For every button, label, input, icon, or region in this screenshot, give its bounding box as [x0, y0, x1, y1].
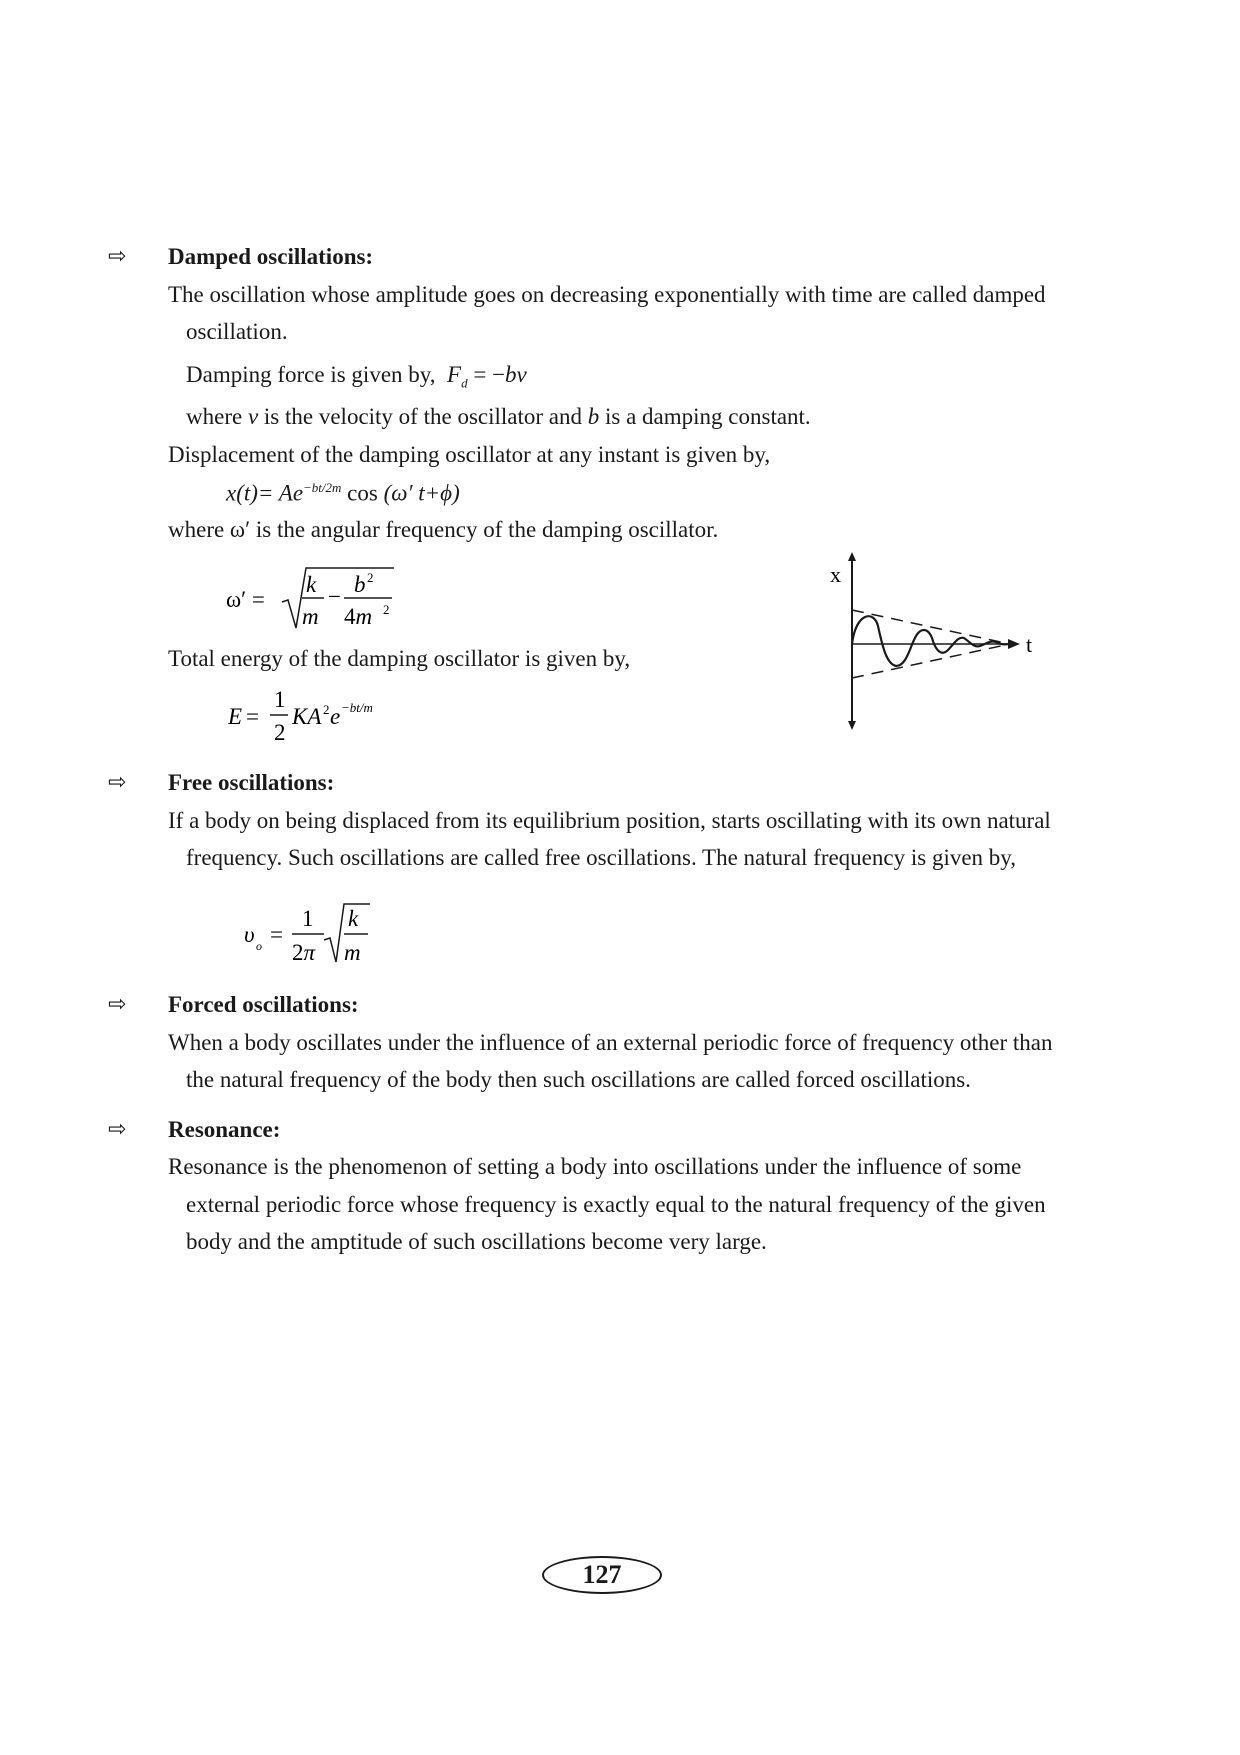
svg-text:2: 2 [367, 570, 374, 585]
heading-forced-oscillations: Forced oscillations: [168, 992, 359, 1017]
omega-prime-formula [226, 562, 396, 632]
svg-text:2: 2 [323, 702, 330, 717]
svg-text:b: b [354, 572, 366, 597]
damping-force-formula: $F_d = -bv$ [447, 362, 527, 391]
svg-text:=: = [246, 704, 259, 729]
svg-text:−bt/m: −bt/m [341, 700, 373, 715]
svg-text:m: m [344, 940, 361, 965]
forced-para-line-2: the natural frequency of the body then such oscillations are called forced oscillations. [186, 1067, 971, 1092]
svg-text:KA: KA [292, 704, 322, 729]
svg-text:=: = [270, 922, 283, 947]
energy-formula [228, 684, 398, 754]
resonance-para-line-1: Resonance is the phenomenon of setting a body into oscillations under the influence of some [168, 1154, 1022, 1179]
damping-force-line [186, 362, 527, 392]
where-v-line: where v is the velocity of the oscillator and b is a damping constant. [186, 404, 811, 429]
svg-text:1: 1 [302, 906, 314, 931]
svg-text:υ: υ [244, 922, 255, 947]
resonance-para-line-2: external periodic force whose frequency is exactly equal to the natural frequency of the given [186, 1192, 1046, 1217]
omega-prime-formula-svg [226, 562, 396, 634]
graph-x-label: x [830, 562, 841, 587]
graph-t-label: t [1026, 632, 1033, 657]
svg-text:ω′ =: ω′ = [226, 587, 265, 612]
damping-force-text: Damping force is given by, [186, 362, 436, 387]
svg-text:2: 2 [383, 602, 390, 617]
free-para-line-1: If a body on being displaced from its equilibrium position, starts oscillating with its own natural [168, 808, 1051, 833]
energy-text: Total energy of the damping oscillator is given by, [168, 646, 631, 671]
svg-text:2π: 2π [292, 940, 316, 965]
arrow-bullet-icon: ⇨ [108, 770, 127, 795]
svg-text:2: 2 [274, 720, 286, 745]
resonance-para-line-3: body and the amptitude of such oscillations become very large. [186, 1229, 767, 1254]
svg-text:E: E [228, 704, 243, 729]
free-para-line-2: frequency. Such oscillations are called free oscillations. The natural frequency is given by, [186, 845, 1017, 870]
displacement-formula: $x(t)= Ae^{-bt/2m}$ cos (ω′ t+ϕ) [226, 480, 460, 506]
forced-para-line-1: When a body oscillates under the influence of an external periodic force of frequency other than [168, 1030, 1053, 1055]
svg-text:−: − [328, 584, 341, 609]
svg-text:e: e [330, 704, 341, 729]
arrow-bullet-icon: ⇨ [108, 992, 127, 1017]
natural-frequency-formula [240, 898, 380, 976]
svg-text:o: o [256, 939, 262, 953]
svg-text:m: m [302, 604, 319, 629]
damped-para-line-1: The oscillation whose amplitude goes on decreasing exponentially with time are called damped [168, 282, 1046, 307]
natural-frequency-formula-svg [240, 898, 380, 970]
where-omega-text: where ω′ is the angular frequency of the damping oscillator. [168, 517, 719, 542]
heading-damped-oscillations: Damped oscillations: [168, 244, 374, 269]
displacement-text: Displacement of the damping oscillator at any instant is given by, [168, 442, 771, 467]
heading-resonance: Resonance: [168, 1117, 281, 1142]
damped-oscillation-graph-svg [830, 552, 1040, 732]
svg-text:1: 1 [274, 687, 286, 712]
damped-para-line-2: oscillation. [186, 319, 288, 344]
page-number: 127 [542, 1556, 662, 1594]
damped-oscillation-graph [830, 552, 1040, 738]
svg-text:4m: 4m [344, 604, 373, 629]
energy-formula-svg [228, 684, 398, 748]
arrow-bullet-icon: ⇨ [108, 1117, 127, 1142]
heading-free-oscillations: Free oscillations: [168, 770, 335, 795]
arrow-bullet-icon: ⇨ [108, 244, 127, 269]
svg-text:k: k [348, 906, 359, 931]
svg-text:k: k [306, 572, 317, 597]
